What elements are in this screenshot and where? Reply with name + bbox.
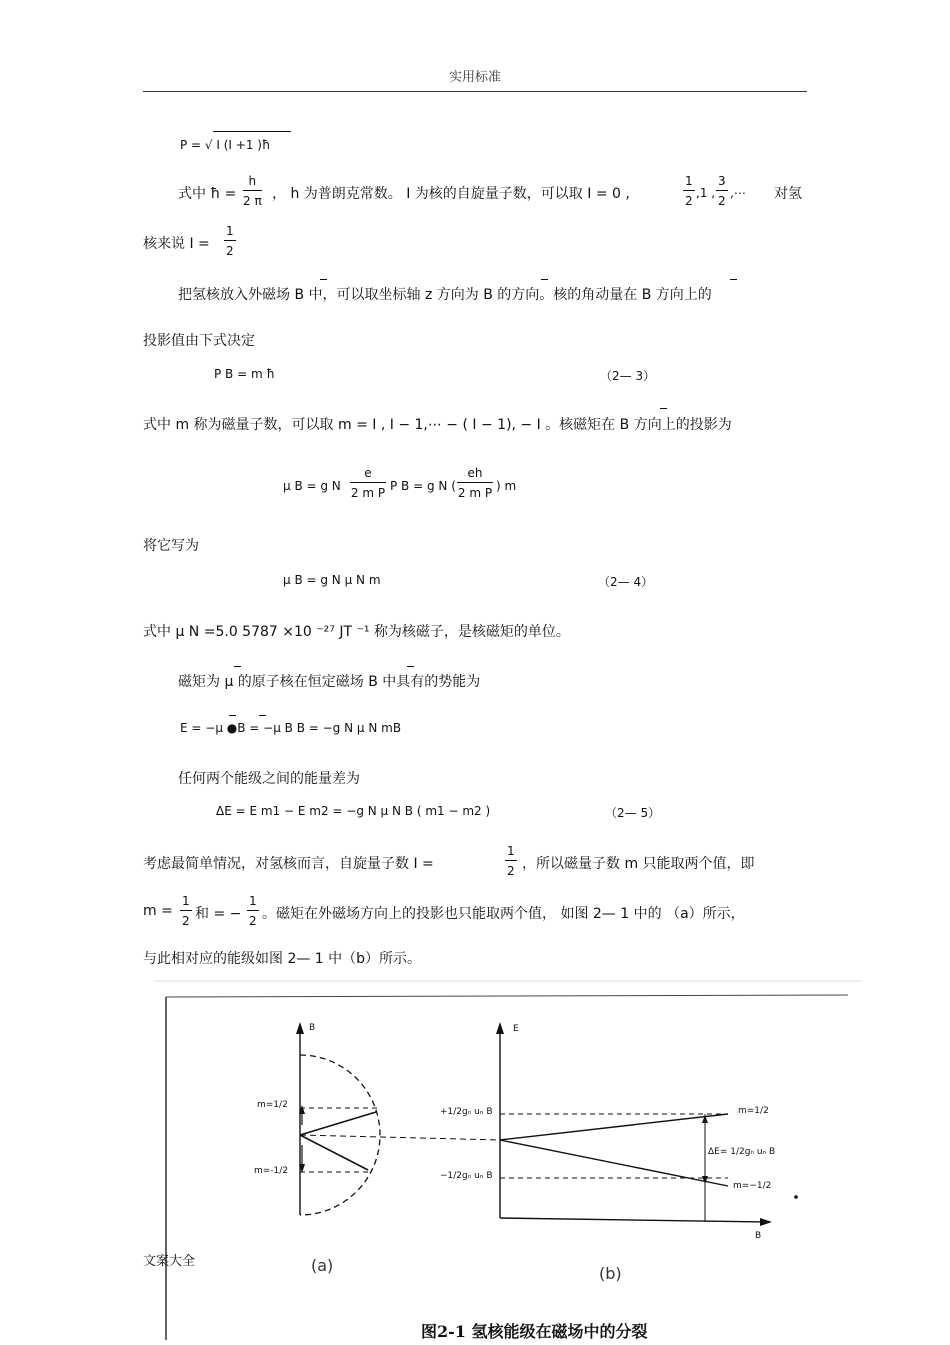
figure-caption: 图2-1 氢核能级在磁场中的分裂 (421, 1322, 648, 1341)
fig-b-label-m-pos: m=1/2 (738, 1106, 769, 1116)
paragraph-energy-levels: 与此相对应的能级如图 2— 1 中（b）所示。 (143, 951, 422, 967)
equation-number: （2— 5） (605, 806, 661, 820)
fig-b-label-m-neg: m=−1/2 (733, 1181, 772, 1191)
text-one: ,1 , (696, 186, 716, 200)
frac-den: 2 (507, 864, 515, 878)
equation-energy: E = −μ ●B = −μ B B = −g N μ N mB (180, 721, 402, 735)
fig-b-label-delta-e: ΔE= 1/2gₙ uₙ B (708, 1147, 776, 1157)
equation-mu-lhs: μ B = g N (283, 479, 341, 493)
frac-den: 2 (182, 914, 190, 928)
frac-num: 1 (249, 894, 257, 908)
text-wherein-tail: 对氢 (774, 186, 802, 202)
frac-num: 1 (685, 174, 693, 188)
text-wherein-prefix: 式中 ħ = (178, 186, 237, 202)
frac-den: 2 (718, 194, 726, 208)
frac-num: e (364, 466, 372, 480)
text-m-equals: m = (143, 903, 173, 919)
text-hydrogen: 核来说 I = (143, 236, 210, 252)
paragraph-simple-case: 考虑最简单情况，对氢核而言，自旋量子数 I = (143, 856, 434, 872)
paragraph-external-field: 把氢核放入外磁场 B 中，可以取坐标轴 z 方向为 B 的方向。核的角动量在 B 方向上的 (178, 287, 712, 303)
paragraph-two-values: 。磁矩在外磁场方向上的投影也只能取两个值， 如图 2— 1 中的 （a）所示， (262, 906, 745, 922)
fig-label-b: (b) (599, 1264, 622, 1283)
fig-label-a: (a) (311, 1256, 334, 1275)
frac-num: 1 (226, 224, 234, 238)
fig-b-label-plus: +1/2gₙ uₙ B (440, 1107, 493, 1117)
page-footer: 文案大全 (143, 1254, 196, 1269)
paragraph-simple-case-tail: ，所以磁量子数 m 只能取两个值，即 (522, 856, 755, 872)
frac-den: 2 (226, 244, 234, 258)
paragraph-potential-energy: 磁矩为 μ 的原子核在恒定磁场 B 中具有的势能为 (178, 674, 481, 690)
paragraph-projection: 投影值由下式决定 (143, 333, 255, 349)
fig-b-axis-b: B (755, 1231, 762, 1241)
paragraph-write-as: 将它写为 (143, 538, 199, 554)
fig-a-label-m-pos: m=1/2 (257, 1100, 288, 1110)
text-dots: ,⋯ (730, 186, 746, 200)
equation-delta-e: ΔE = E m1 − E m2 = −g N μ N B ( m1 − m2 ) (216, 804, 491, 818)
fig-a-axis-label: B (309, 1023, 316, 1033)
equation-mu-b: μ B = g N μ N m (283, 573, 381, 587)
frac-den: 2 (249, 914, 257, 928)
paragraph-nuclear-magneton: 式中 μ N =5.0 5787 ×10 ⁻²⁷ JT ⁻¹ 称为核磁子，是核磁矩的单位。 (143, 624, 570, 640)
fig-b-axis-e: E (513, 1024, 519, 1034)
paragraph-energy-difference: 任何两个能级之间的能量差为 (178, 771, 360, 787)
frac-den: 2 m P (457, 486, 493, 500)
paragraph-magnetic-quantum: 式中 m 称为磁量子数，可以取 m = I , I − 1,⋯ − ( I − 1), − I 。核磁矩在 B 方向上的投影为 (143, 417, 732, 433)
text-wherein-mid: ， h 为普朗克常数。 I 为核的自旋量子数，可以取 I = 0 , (272, 186, 630, 202)
frac-den: 2 π (243, 194, 262, 208)
equation-angular-momentum: P = √ I (I +1 )ħ (180, 138, 271, 152)
equation-number: （2— 3） (600, 369, 656, 383)
frac-den: 2 (685, 194, 693, 208)
text-and-minus: 和 = − (195, 906, 242, 922)
fig-b-label-minus: −1/2gₙ uₙ B (440, 1171, 493, 1181)
frac-num: 1 (182, 894, 190, 908)
page-header: 实用标准 (448, 70, 501, 85)
frac-num: h (248, 174, 257, 188)
frac-num: eh (467, 466, 483, 480)
equation-pb: P B = m ħ (214, 367, 275, 381)
equation-mu-mid: P B = g N ( (390, 479, 456, 493)
equation-mu-rhs: ) m (496, 479, 517, 493)
fig-a-label-m-neg: m=-1/2 (254, 1166, 289, 1176)
equation-number: （2— 4） (598, 575, 654, 589)
frac-num: 3 (718, 174, 726, 188)
frac-num: 1 (507, 844, 515, 858)
frac-den: 2 m P (350, 486, 386, 500)
